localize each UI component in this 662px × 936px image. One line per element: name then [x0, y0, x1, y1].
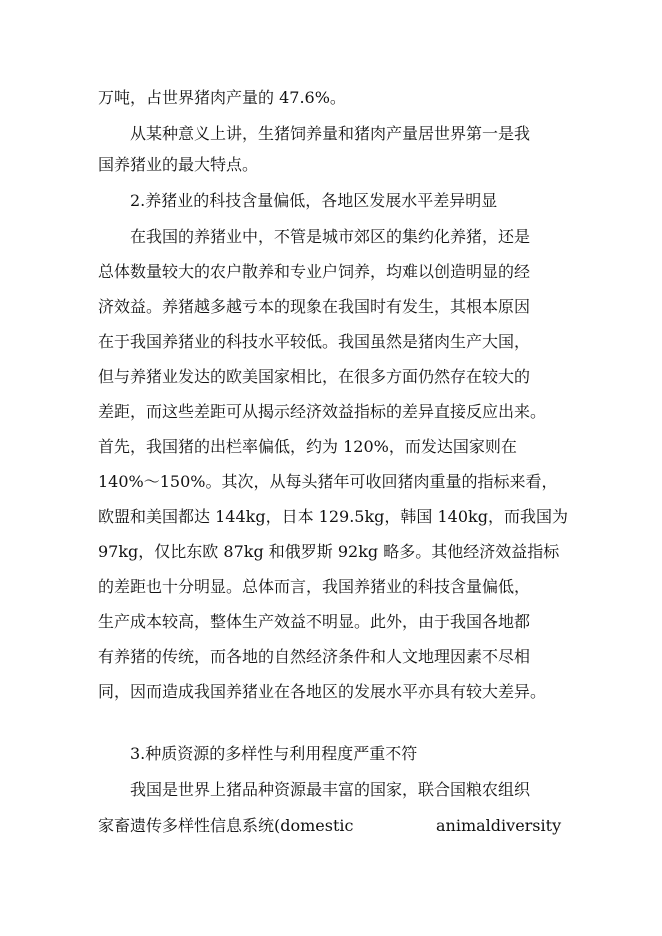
- text-line: [0, 431, 662, 463]
- section-heading: [0, 185, 662, 217]
- line-text: 总体数量较大的农户散养和专业户饲养，均难以创造明显的经: [98, 262, 531, 281]
- section-heading: [0, 738, 662, 770]
- text-line: [0, 536, 662, 568]
- line-text: 家畜遗传多样性信息系统(domestic: [98, 816, 354, 835]
- line-text: 万吨，占世界猪肉产量的 47.6%。: [98, 88, 346, 107]
- text-line: [0, 774, 662, 806]
- line-text: 差距，而这些差距可从揭示经济效益指标的差异直接反应出来。: [98, 402, 547, 421]
- text-line: [0, 149, 662, 181]
- text-line: [0, 221, 662, 253]
- line-text: 首先，我国猪的出栏率偏低，约为 120%，而发达国家则在: [98, 437, 517, 456]
- text-line: [0, 361, 662, 393]
- text-line: [0, 396, 662, 428]
- line-text-right: animaldiversity: [436, 816, 562, 835]
- text-line: [0, 606, 662, 638]
- text-line: [0, 256, 662, 288]
- text-line: [0, 291, 662, 323]
- text-line: [0, 118, 662, 150]
- line-text: 国养猪业的最大特点。: [98, 155, 259, 174]
- line-text: 在于我国养猪业的科技水平较低。我国虽然是猪肉生产大国，: [98, 332, 531, 351]
- text-line: [0, 571, 662, 603]
- line-text: 生产成本较高，整体生产效益不明显。此外，由于我国各地都: [98, 612, 531, 631]
- line-text: 但与养猪业发达的欧美国家相比，在很多方面仍然存在较大的: [98, 367, 531, 386]
- line-text: 有养猪的传统，而各地的自然经济条件和人文地理因素不尽相: [98, 647, 531, 666]
- line-text: 同，因而造成我国养猪业在各地区的发展水平亦具有较大差异。: [98, 682, 547, 701]
- line-text: 的差距也十分明显。总体而言，我国养猪业的科技含量偏低，: [98, 577, 531, 596]
- line-text: 在我国的养猪业中，不管是城市郊区的集约化养猪，还是: [130, 227, 531, 246]
- text-line: [0, 676, 662, 708]
- text-line: [0, 326, 662, 358]
- heading-text: 3.种质资源的多样性与利用程度严重不符: [130, 744, 418, 763]
- line-text: 欧盟和美国都达 144kg，日本 129.5kg，韩国 140kg，而我国为: [98, 507, 568, 526]
- line-text: 济效益。养猪越多越亏本的现象在我国时有发生，其根本原因: [98, 297, 531, 316]
- text-line: [0, 501, 662, 533]
- text-line: [0, 641, 662, 673]
- line-text: 从某种意义上讲，生猪饲养量和猪肉产量居世界第一是我: [130, 124, 531, 143]
- line-text: 97kg，仅比东欧 87kg 和俄罗斯 92kg 略多。其他经济效益指标: [98, 542, 560, 561]
- line-text: 140%～150%。其次，从每头猪年可收回猪肉重量的指标来看，: [98, 472, 558, 491]
- text-line: [0, 810, 662, 842]
- heading-text: 2.养猪业的科技含量偏低，各地区发展水平差异明显: [130, 191, 498, 210]
- line-text: 我国是世界上猪品种资源最丰富的国家，联合国粮农组织: [130, 780, 531, 799]
- text-line: [0, 82, 662, 114]
- text-line: [0, 466, 662, 498]
